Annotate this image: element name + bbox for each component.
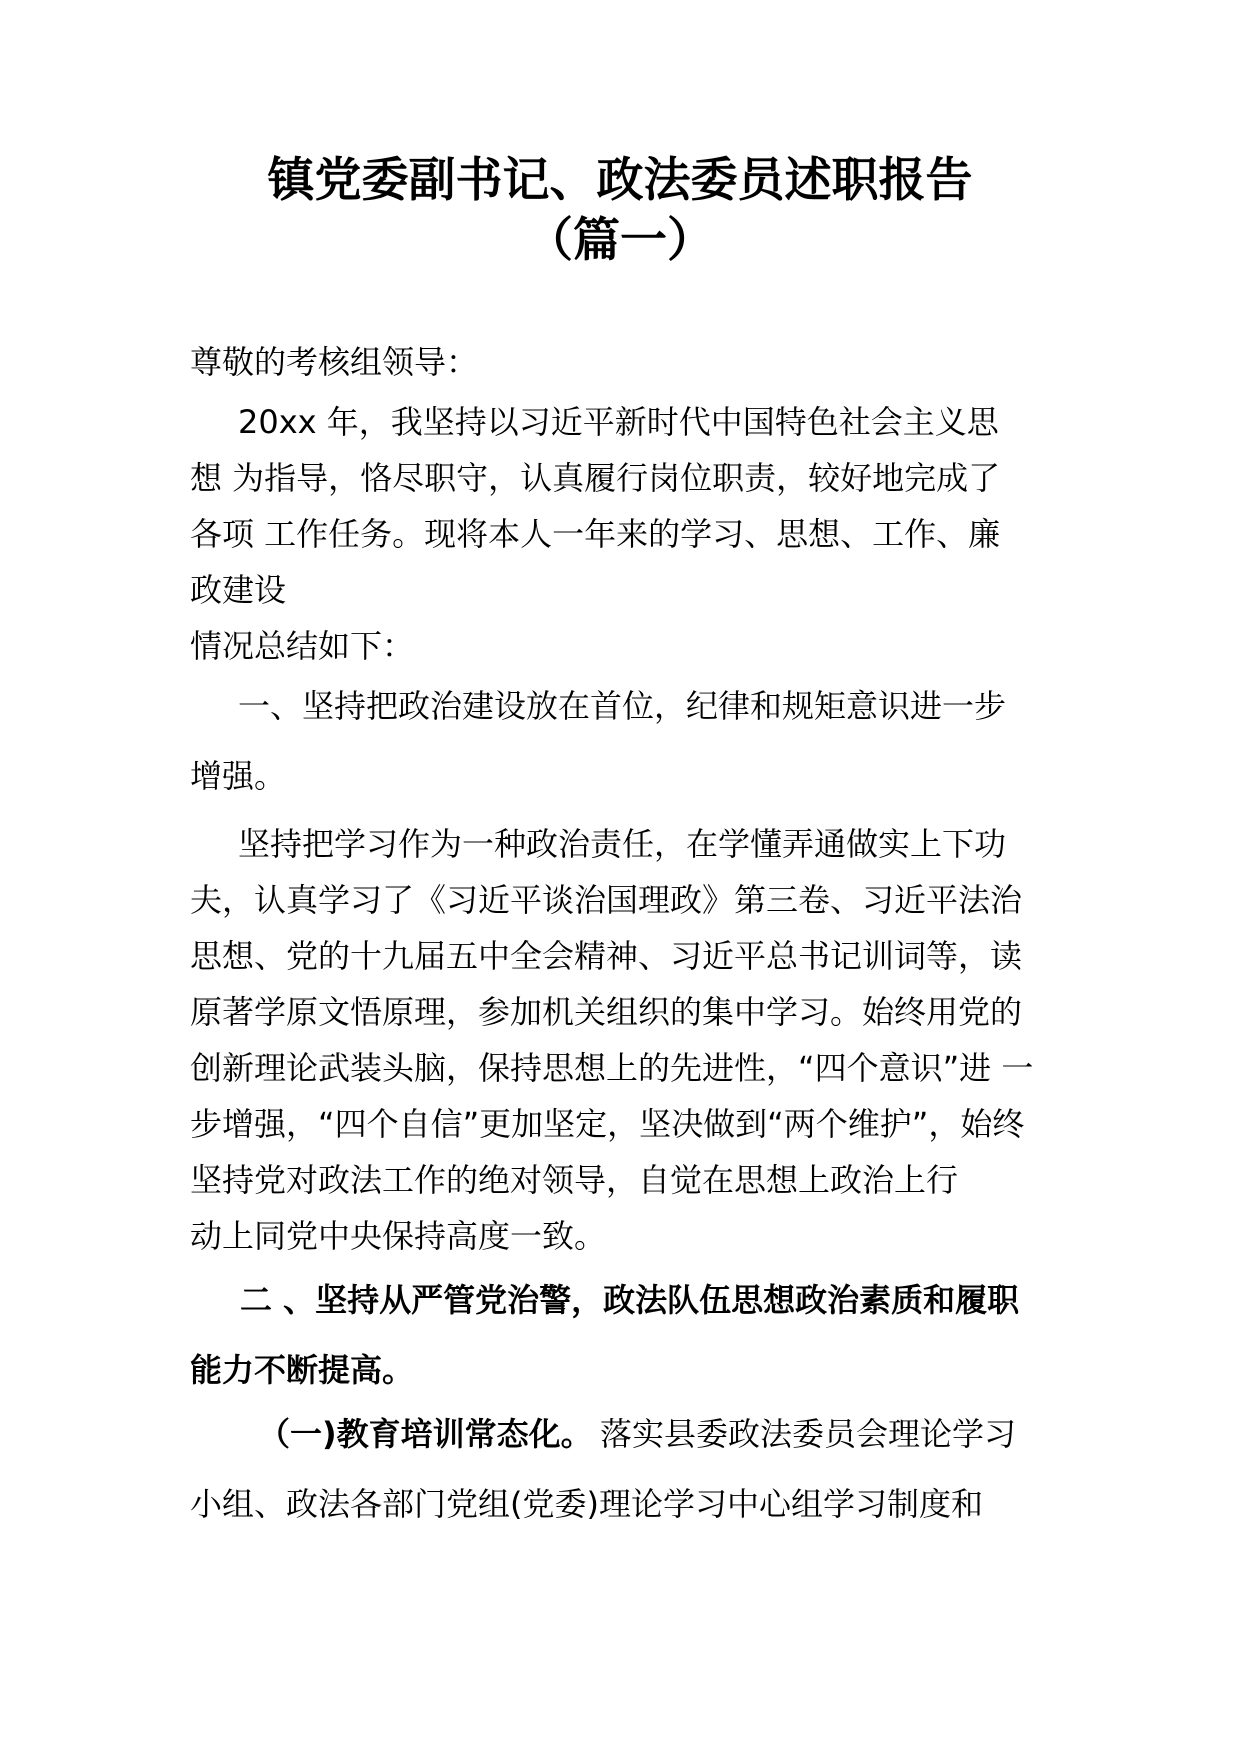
paragraph-line: 步增强，“四个自信”更加坚定，坚决做到“两个维护”，始终	[190, 1105, 1025, 1143]
paragraph-line: 坚持党对政法工作的绝对领导，自觉在思想上政治上行	[190, 1161, 959, 1199]
paragraph-line: 小组、政法各部门党组(党委)理论学习中心组学习制度和	[190, 1485, 983, 1523]
section-heading-line: 一、坚持把政治建设放在首位，纪律和规矩意识进一步	[238, 687, 1007, 725]
paragraph-line: 落实县委政法委员会理论学习	[600, 1415, 1017, 1453]
paragraph-line: 政建设	[190, 571, 287, 609]
paragraph-line: 创新理论武装头脑，保持思想上的先进性，“四个意识”进 一	[190, 1049, 1034, 1087]
paragraph-line: 各项 工作任务。现将本人一年来的学习、思想、工作、廉	[190, 515, 1001, 553]
paragraph-line: 想 为指导，恪尽职守，认真履行岗位职责，较好地完成了	[190, 459, 1001, 497]
subsection-heading: （一)教育培训常态化。	[258, 1415, 593, 1453]
salutation: 尊敬的考核组领导：	[190, 343, 479, 381]
section-heading-line: 二 、坚持从严管党治警，政法队伍思想政治素质和履职	[240, 1281, 1020, 1319]
document-subtitle: （篇一）	[526, 213, 714, 268]
document-title: 镇党委副书记、政法委员述职报告	[267, 153, 973, 208]
paragraph-line: 思想、党的十九届五中全会精神、习近平总书记训词等，读	[190, 937, 1023, 975]
paragraph-line: 20xx 年，我坚持以习近平新时代中国特色社会主义思	[238, 403, 999, 441]
paragraph-line: 动上同党中央保持高度一致。	[190, 1217, 607, 1255]
paragraph-line: 情况总结如下：	[190, 627, 415, 665]
section-heading-line: 增强。	[190, 757, 287, 795]
paragraph-line: 原著学原文悟原理，参加机关组织的集中学习。始终用党的	[190, 993, 1023, 1031]
paragraph-line: 夫，认真学习了《习近平谈治国理政》第三卷、习近平法治	[190, 881, 1023, 919]
section-heading-line: 能力不断提高。	[190, 1351, 415, 1389]
paragraph-line: 坚持把学习作为一种政治责任，在学懂弄通做实上下功	[238, 825, 1007, 863]
